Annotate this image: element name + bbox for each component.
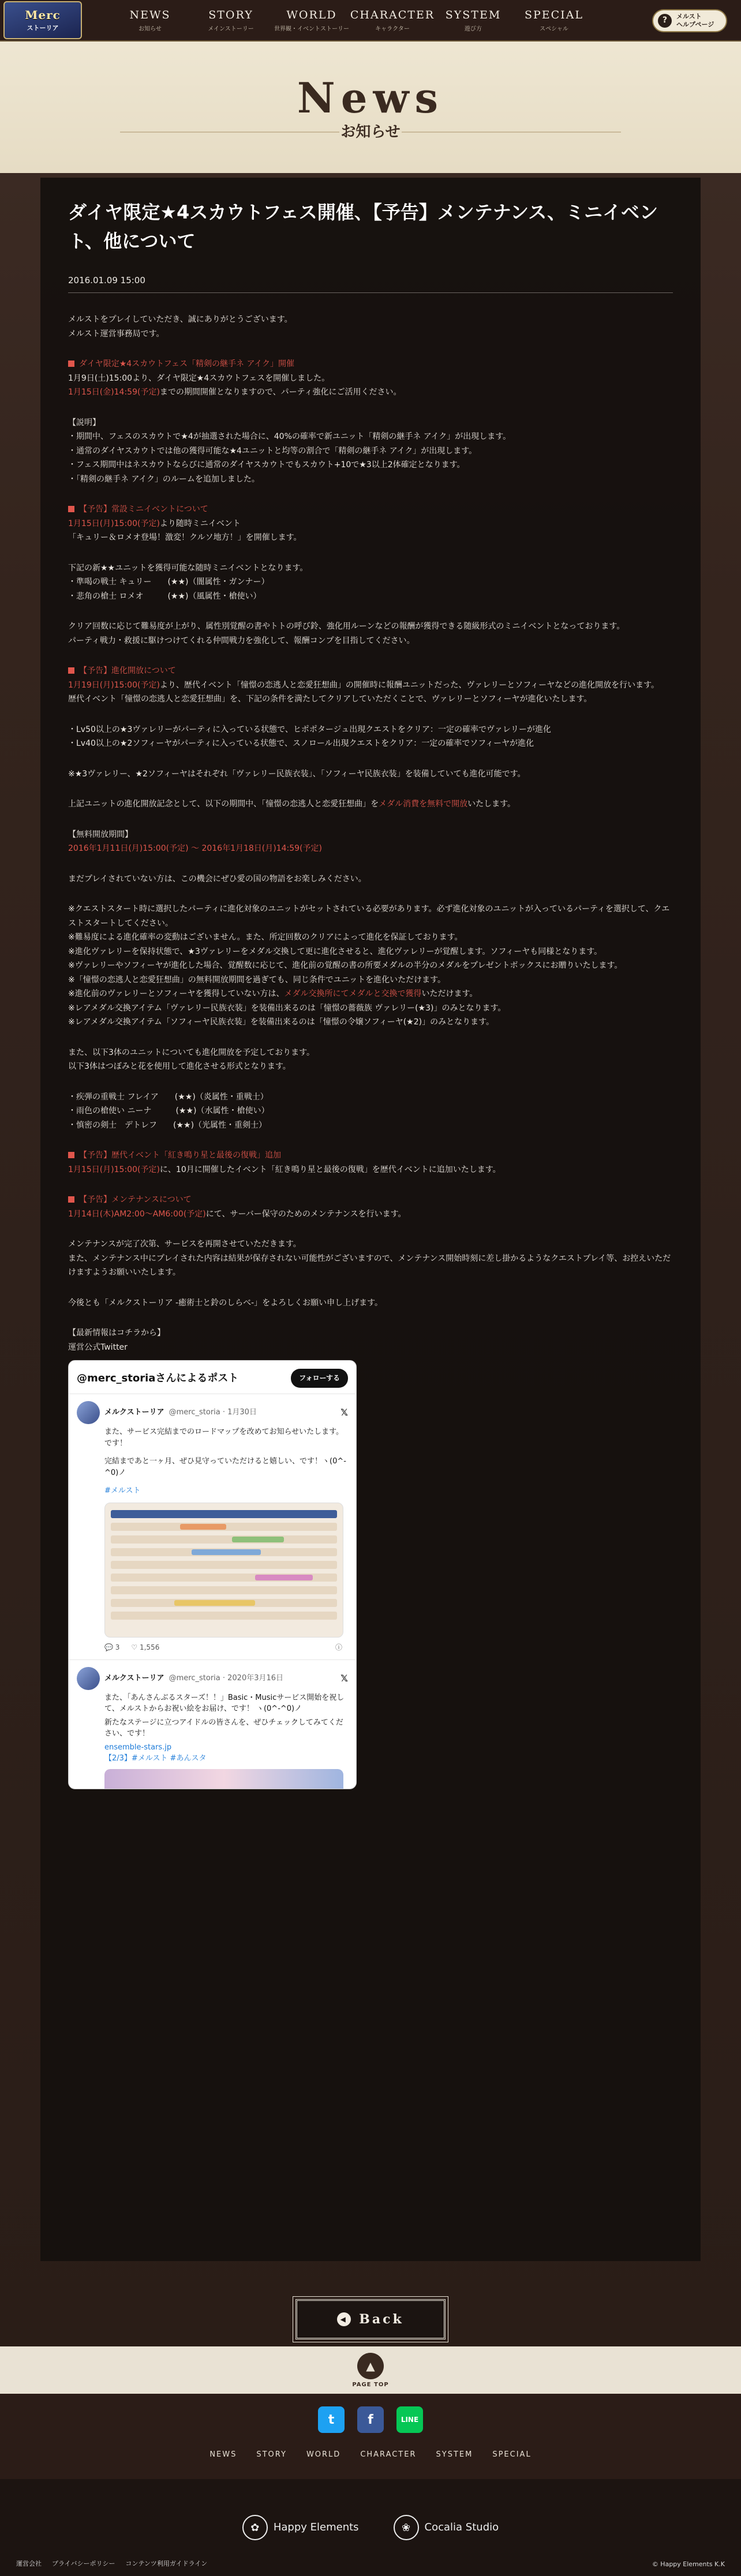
article-date: 2016.01.09 15:00: [68, 275, 673, 293]
site-logo[interactable]: Merc ストーリア: [3, 1, 82, 39]
footer-nav-world[interactable]: WORLD: [306, 2450, 341, 2459]
x-logo-icon[interactable]: 𝕏: [340, 1672, 348, 1684]
social-links: [318, 2406, 423, 2433]
nav-news[interactable]: NEWS お知らせ: [129, 8, 171, 32]
facebook-icon[interactable]: f: [357, 2406, 384, 2433]
question-icon: ?: [658, 14, 672, 28]
line-icon[interactable]: LINE: [396, 2406, 423, 2433]
section-heading: 【予告】歴代イベント「紅き鳴り星と最後の復戦」追加: [68, 1148, 673, 1163]
section-heading: 【予告】進化開放について: [68, 664, 673, 678]
avatar[interactable]: [77, 1667, 100, 1690]
tweet[interactable]: メルクストーリア @merc_storia · 1月30日 𝕏 また、サービス完結までのロードマップを改めてお知らせいたします。です！ 完結まであと一ヶ月、ぜひ見守っていただけると嬉しい、です！ヽ(0^-^0)ノ #メルスト 💬 3 ♡ 1,556 ⓘ: [69, 1394, 356, 1660]
up-arrow-icon: ▲: [357, 2353, 384, 2379]
footer-nav-character[interactable]: CHARACTER: [360, 2450, 417, 2459]
section-heading: 【予告】メンテナンスについて: [68, 1193, 673, 1207]
news-article: [40, 178, 701, 2261]
section-heading: 【予告】常設ミニイベントについて: [68, 502, 673, 517]
tweet-image-roadmap[interactable]: [104, 1503, 343, 1638]
twitter-embed: [68, 1360, 357, 1789]
avatar[interactable]: [77, 1401, 100, 1424]
article-body: メルストをプレイしていただき、誠にありがとうございます。 メルスト運営事務局です。 ダイヤ限定★4スカウトフェス「精剣の継手ネ アイク」開催 1月9日(土)15:00より、ダイヤ限定★4スカウトフェスを開催しました。 1月15日(金)14:59(予定)までの期間開催となりますので、パーティ強化にご活用ください。 【説明】 ・期間中、フェスのスカウトで★4が抽選された場合に、40%の確率で新ユニット「精剣の継手ネ アイク」が出現します。 ・通常のダイヤスカウトでは他の獲得可能な★4ユニットと均等の割合で「精剣の継手ネ アイク」が出現します。 ・フェス期間中はネスカウトならびに通常のダイヤスカウトでもスカウト+10で★3以上2体確定となります。 ・「精剣の継手ネ アイク」のルームを追加しました。 【予告】常設ミニイベントについて 1月15日(月)15:00(予定)より随時ミニイベント 「キュリー＆ロメオ登場！激変！クルソ地方！」を開催します。 下記の新★★ユニットを獲得可能な随時ミニイベントとなります。 ・準喝の戦士 キュリー (★★)（闇属性・ガンナー） ・悲角の槍士 ロメオ (★★)（風属性・槍使い） クリア回数に応じて難易度が上がり、属性別覚醒の書やトトの呼び鈴、強化用ルーンなどの報酬が獲得できる随級形式のミニイベントとなっております。 パーティ戦力・救援に駆けつけてくれる仲間戦力を強化して、報酬コンプを目指してください。 【予告】進化開放について 1月19日(月)15:00(予定)より、歴代イベント「憧憬の恋逃人と恋愛狂想曲」の開催時に報酬ユニットだった、ヴァレリーとソフィーヤなどの進化開放を行います。 歴代イベント「憧憬の恋逃人と恋愛狂想曲」を、下記の条件を満たしてクリアしていただくことで、ヴァレリーとソフィーヤが進化いたします。 ・Lv50以上の★3ヴァレリーがパーティに入っている状態で、ヒポポタージュ出現クエストをクリア：一定の確率でヴァレリーが進化 ・Lv40以上の★2ソフィーヤがパーティに入っている状態で、スノロール出現クエストをクリア：一定の確率でソフィーヤが進化 ※★3ヴァレリー、★2ソフィーヤはそれぞれ「ヴァレリー民族衣装」、「ソフィーヤ民族衣装」を装備していても進化可能です。 上記ユニットの進化開放記念として、以下の期間中、「憧憬の恋逃人と恋愛狂想曲」をメダル消費を無料で開放いたします。 【無料開放期間】 2016年1月11日(月)15:00(予定) 〜 2016年1月18日(月)14:59(予定) まだプレイされていない方は、この機会にぜひ愛の国の物語をお楽しみください。 ※クエストスタート時に選択したパーティに進化対象のユニットがセットされている必要があります。必ず進化対象のユニットが入っているパーティを選択して、クエストスタートしてください。 ※難易度による進化確率の変動はございません。また、所定回数のクリアによって進化を保証しております。 ※進化ヴァレリーを保持状態で、★3ヴァレリーをメダル交換して更に進化させると、進化ヴァレリーが覚醒します。ソフィーヤも同様となります。 ※ヴァレリーやソフィーヤが進化した場合、覚醒数に応じて、進化前の覚醒の書の所要メダルの半分のメダルをプレゼントボックスにお贈りいたします。 ※「憧憬の恋逃人と恋愛狂想曲」の無料開放期間を過ぎても、同じ条件でユニットを進化いただけます。 ※進化前のヴァレリーとソフィーヤを獲得していない方は、メダル交換所にてメダルと交換で獲得いただけます。 ※レアメダル交換アイテム「ヴァレリー民族衣装」を装備出来るのは「憧憬の薔薇族 ヴァレリー(★3)」のみとなります。 ※レアメダル交換アイテム「ソフィーヤ民族衣装」を装備出来るのは「憧憬の令嬢ソフィーヤ(★2)」のみとなります。 また、以下3体のユニットについても進化開放を予定しております。 以下3体はつぼみと花を使用して進化させる形式となります。 ・疾弾の重戦士 フレイア (★★)（炎属性・重戦士） ・雨色の槍使い ニーナ (★★)（水属性・槍使い） ・慎密の剣士 デトレフ (★★)（光属性・重剣士） 【予告】歴代イベント「紅き鳴り星と最後の復戦」追加 1月15日(月)15:00(予定)に、10月に開催したイベント「紅き鳴り星と最後の復戦」を歴代イベントに追加いたします。 【予告】メンテナンスについて 1月14日(木)AM2:00〜AM6:00(予定)にて、サーバー保守のためのメンテナンスを行います。 メンテナンスが完了次第、サービスを再開させていただきます。 また、メンテナンス中にプレイされた内容は結果が保存されない可能性がございますので、メンテナンス開始時刻に差し掛かるようなクエストプレイ等、お控えいただけますようお願いいたします。 今後とも「メルクストーリア -癒術士と鈴のしらべ-」をよろしくお願い申し上げます。 【最新情報はコチラから】 運営公式Twitter @merc_storiaさんによるポスト フォローする メルクストーリア @merc_storia · 1月30日 𝕏 また、サービス完結までのロードマップを改めてお知らせいたします。です！ 完結まであと一ヶ月、ぜひ見守っていただけると嬉しい、です！ヽ(0^-^0)ノ #メルスト 💬 3 ♡ 1,556 ⓘ メルクストーリア @merc_storia · 2020年3月16日 𝕏 また、「あんさんぶるスターズ！！」Basic・Musicサービス開始を祝して、メルストからお祝い絵をお届け、です！ ヽ(0^-^0)ノ 新たなステージに立つアイドルの皆さんを、ぜひチェックしてみてください、です！ ensemble-stars.jp 【2/3】#メルスト #あんスタ: [68, 313, 673, 1789]
company-link[interactable]: 運営会社: [16, 2560, 42, 2567]
reply-icon[interactable]: 💬 3: [104, 1643, 120, 1651]
page-title-banner: [0, 42, 741, 173]
main-nav: [110, 9, 594, 32]
follow-button[interactable]: フォローする: [291, 1369, 348, 1388]
like-icon[interactable]: ♡ 1,556: [131, 1643, 160, 1651]
back-arrow-icon: ◀: [337, 2312, 351, 2326]
footer-nav-system[interactable]: SYSTEM: [436, 2450, 473, 2459]
article-title: ダイヤ限定★4スカウトフェス開催、【予告】メンテナンス、ミニイベント、他について: [68, 201, 658, 252]
main-content: [0, 173, 741, 2346]
divider: [120, 132, 339, 133]
footer-nav-news[interactable]: NEWS: [209, 2450, 237, 2459]
footer-nav-story[interactable]: STORY: [256, 2450, 287, 2459]
nav-special[interactable]: SPECIAL スペシャル: [524, 8, 584, 32]
page-top-button[interactable]: ▲ PAGE TOP: [0, 2346, 741, 2394]
cocalia-studio-logo[interactable]: ❀ Cocalia Studio: [394, 2515, 499, 2540]
section-heading: ダイヤ限定★4スカウトフェス「精剣の継手ネ アイク」開催: [68, 357, 673, 371]
twitter-embed-title[interactable]: @merc_storiaさんによるポスト: [77, 1372, 239, 1384]
nav-world[interactable]: WORLD 世界観・イベントストーリー: [274, 8, 349, 32]
content-guideline-link[interactable]: コンテンツ利用ガイドライン: [125, 2560, 208, 2567]
x-logo-icon[interactable]: 𝕏: [340, 1407, 348, 1418]
twitter-icon[interactable]: t: [318, 2406, 345, 2433]
tweet[interactable]: メルクストーリア @merc_storia · 2020年3月16日 𝕏 また、「あんさんぶるスターズ！！」Basic・Musicサービス開始を祝して、メルストからお祝い絵をお届け、です！ ヽ(0^-^0)ノ 新たなステージに立つアイドルの皆さんを、ぜひチェックしてみてください、です！ ensemble-stars.jp 【2/3】#メルスト #あんスタ: [69, 1660, 356, 1789]
footer-nav: [209, 2450, 531, 2459]
nav-system[interactable]: SYSTEM 遊び方: [445, 8, 502, 32]
site-header: [0, 0, 741, 42]
legal-links: [16, 2559, 207, 2568]
footer-nav-special[interactable]: SPECIAL: [492, 2450, 532, 2459]
nav-story[interactable]: STORY メインストーリー: [208, 8, 254, 32]
help-page-button[interactable]: ? メルスト ヘルプページ: [652, 9, 727, 32]
divider: [402, 132, 621, 133]
privacy-policy-link[interactable]: プライバシーポリシー: [52, 2560, 115, 2567]
site-footer: [0, 2394, 741, 2479]
info-icon[interactable]: ⓘ: [335, 1643, 342, 1651]
back-button[interactable]: ◀ Back: [295, 2299, 446, 2340]
tweet-image-illustration[interactable]: [104, 1769, 343, 1789]
copyright: © Happy Elements K.K: [652, 2560, 725, 2568]
happy-elements-logo[interactable]: ✿ Happy Elements: [242, 2515, 359, 2540]
cocalia-mark-icon: ❀: [394, 2515, 419, 2540]
page-title: News: [297, 73, 444, 122]
company-logos: [0, 2479, 741, 2576]
nav-character[interactable]: CHARACTER キャラクター: [350, 8, 435, 32]
flower-icon: ✿: [242, 2515, 268, 2540]
page-subtitle: お知らせ: [340, 123, 401, 141]
